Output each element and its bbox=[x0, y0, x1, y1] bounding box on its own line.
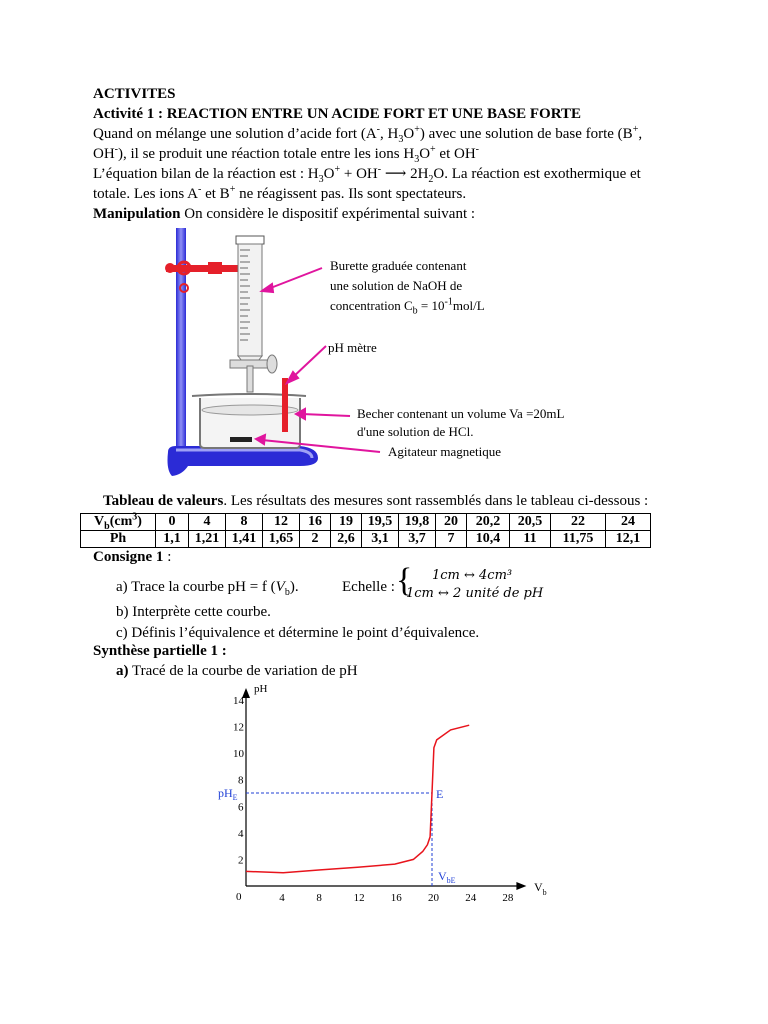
manipulation-line: Manipulation On considère le dispositif expérimental suivant : bbox=[93, 206, 476, 222]
label-becher-1: Becher contenant un volume Va =20mL bbox=[357, 406, 565, 421]
table-cell: 1,1 bbox=[156, 531, 189, 548]
table-cell: 7 bbox=[436, 531, 467, 548]
table-cell: 20 bbox=[436, 514, 467, 531]
label-burette-1: Burette graduée contenant bbox=[330, 258, 467, 273]
table-cell: 1,65 bbox=[263, 531, 300, 548]
intro-line-4: totale. Les ions A- et B+ ne réagissent pas. Ils sont spectateurs. bbox=[93, 184, 467, 202]
table-cell: 20,5 bbox=[510, 514, 551, 531]
consigne-title: Consigne 1 : bbox=[93, 549, 172, 565]
y-tick-label: 2 bbox=[238, 854, 244, 867]
table-cell: 10,4 bbox=[467, 531, 510, 548]
table-caption: Tableau de valeurs. Les résultats des mesures sont rassemblés dans le tableau ci-dessous : bbox=[103, 493, 649, 509]
phE-label: $pH_E$ bbox=[218, 786, 238, 802]
x-tick-label: 28 bbox=[502, 892, 514, 904]
label-ph-metre: pH mètre bbox=[328, 340, 377, 355]
echelle-label: Echelle : bbox=[342, 579, 395, 595]
label-becher-2: d'une solution de HCl. bbox=[357, 424, 474, 439]
consigne-b: b) Interprète cette courbe. bbox=[116, 604, 271, 620]
equivalence-point-label: E bbox=[436, 787, 444, 801]
x-tick-label: 16 bbox=[390, 892, 402, 904]
intro-line-2: OH-), il se produit une réaction totale entre les ions $H_3O^+$ et OH- bbox=[93, 144, 480, 165]
table-cell: 11 bbox=[510, 531, 551, 548]
label-burette-3: concentration $C_b = 10^{-1}mol/L$ bbox=[330, 296, 485, 317]
x-tick-label: 4 bbox=[279, 892, 285, 904]
y-tick-label: 14 bbox=[233, 695, 244, 707]
label-burette-2: une solution de NaOH de bbox=[330, 278, 463, 293]
scale-brace: { bbox=[396, 562, 413, 599]
vbE-label: $V_{bE}$ bbox=[438, 869, 456, 885]
synthese-title: Synthèse partielle 1 : bbox=[93, 643, 227, 659]
ph-electrode bbox=[282, 378, 288, 432]
table-cell: 4 bbox=[189, 514, 226, 531]
table-cell: 1,21 bbox=[189, 531, 226, 548]
table-row-ph bbox=[81, 531, 651, 548]
consigne-a: a) Trace la courbe pH = f $(V_b)$. bbox=[116, 579, 299, 598]
table-cell: 19,5 bbox=[362, 514, 399, 531]
intro-line-3: L’équation bilan de la réaction est : $H_3O^+ + OH^-$ ⟶ $2H_2O$. La réaction est exothermique et bbox=[93, 164, 641, 185]
table-cell: 16 bbox=[300, 514, 331, 531]
synthese-a: a) Tracé de la courbe de variation de pH bbox=[116, 663, 358, 679]
origin-label: 0 bbox=[236, 891, 242, 903]
table-cell: 1,41 bbox=[226, 531, 263, 548]
ph-curve-chart bbox=[200, 682, 560, 912]
table-cell: 12,1 bbox=[606, 531, 651, 548]
table-cell: 12 bbox=[263, 514, 300, 531]
table-cell: 11,75 bbox=[551, 531, 606, 548]
beaker bbox=[192, 394, 306, 448]
table-cell: 3,1 bbox=[362, 531, 399, 548]
scale-line-1: 1cm ↔ 4cm³ bbox=[432, 568, 513, 583]
table-cell: 20,2 bbox=[467, 514, 510, 531]
table-cell: 19,8 bbox=[399, 514, 436, 531]
y-axis-label: pH bbox=[254, 683, 268, 695]
table-cell: 19 bbox=[331, 514, 362, 531]
intro-line-1: Quand on mélange une solution d’acide fort (A-, $H_3O^+$) avec une solution de base forte (B+, bbox=[93, 124, 643, 145]
x-tick-label: 24 bbox=[465, 892, 477, 904]
y-tick-label: 12 bbox=[233, 721, 244, 734]
table-cell: 0 bbox=[156, 514, 189, 531]
values-table bbox=[80, 513, 651, 548]
burette bbox=[230, 236, 277, 392]
table-cell: 24 bbox=[606, 514, 651, 531]
table-cell: 2,6 bbox=[331, 531, 362, 548]
y-tick-label: 4 bbox=[238, 827, 244, 840]
scale-line-2: 1cm ↔ 2 unité de pH bbox=[406, 586, 544, 601]
x-tick-label: 20 bbox=[428, 892, 439, 904]
table-cell: 8 bbox=[226, 514, 263, 531]
activity-title: Activité 1 : REACTION ENTRE UN ACIDE FORT ET UNE BASE FORTE bbox=[93, 106, 582, 122]
table-header-vb: $V_b(cm^3)$ bbox=[81, 514, 156, 531]
section-title: ACTIVITES bbox=[93, 86, 176, 102]
x-tick-label: 12 bbox=[353, 892, 365, 904]
x-axis-arrow bbox=[516, 882, 526, 890]
consigne-c: c) Définis l’équivalence et détermine le point d’équivalence. bbox=[116, 625, 480, 641]
label-agitateur: Agitateur magnetique bbox=[388, 444, 501, 459]
table-header-ph: Ph bbox=[81, 531, 156, 548]
table-cell: 3,7 bbox=[399, 531, 436, 548]
y-tick-label: 6 bbox=[238, 801, 244, 814]
table-cell: 22 bbox=[551, 514, 606, 531]
table-cell: 2 bbox=[300, 531, 331, 548]
y-tick-label: 10 bbox=[233, 748, 244, 761]
y-tick-label: 8 bbox=[238, 774, 244, 787]
x-axis-label: $V_b$ bbox=[534, 880, 547, 897]
x-tick-label: 8 bbox=[316, 892, 322, 904]
table-row-vb bbox=[81, 514, 651, 531]
